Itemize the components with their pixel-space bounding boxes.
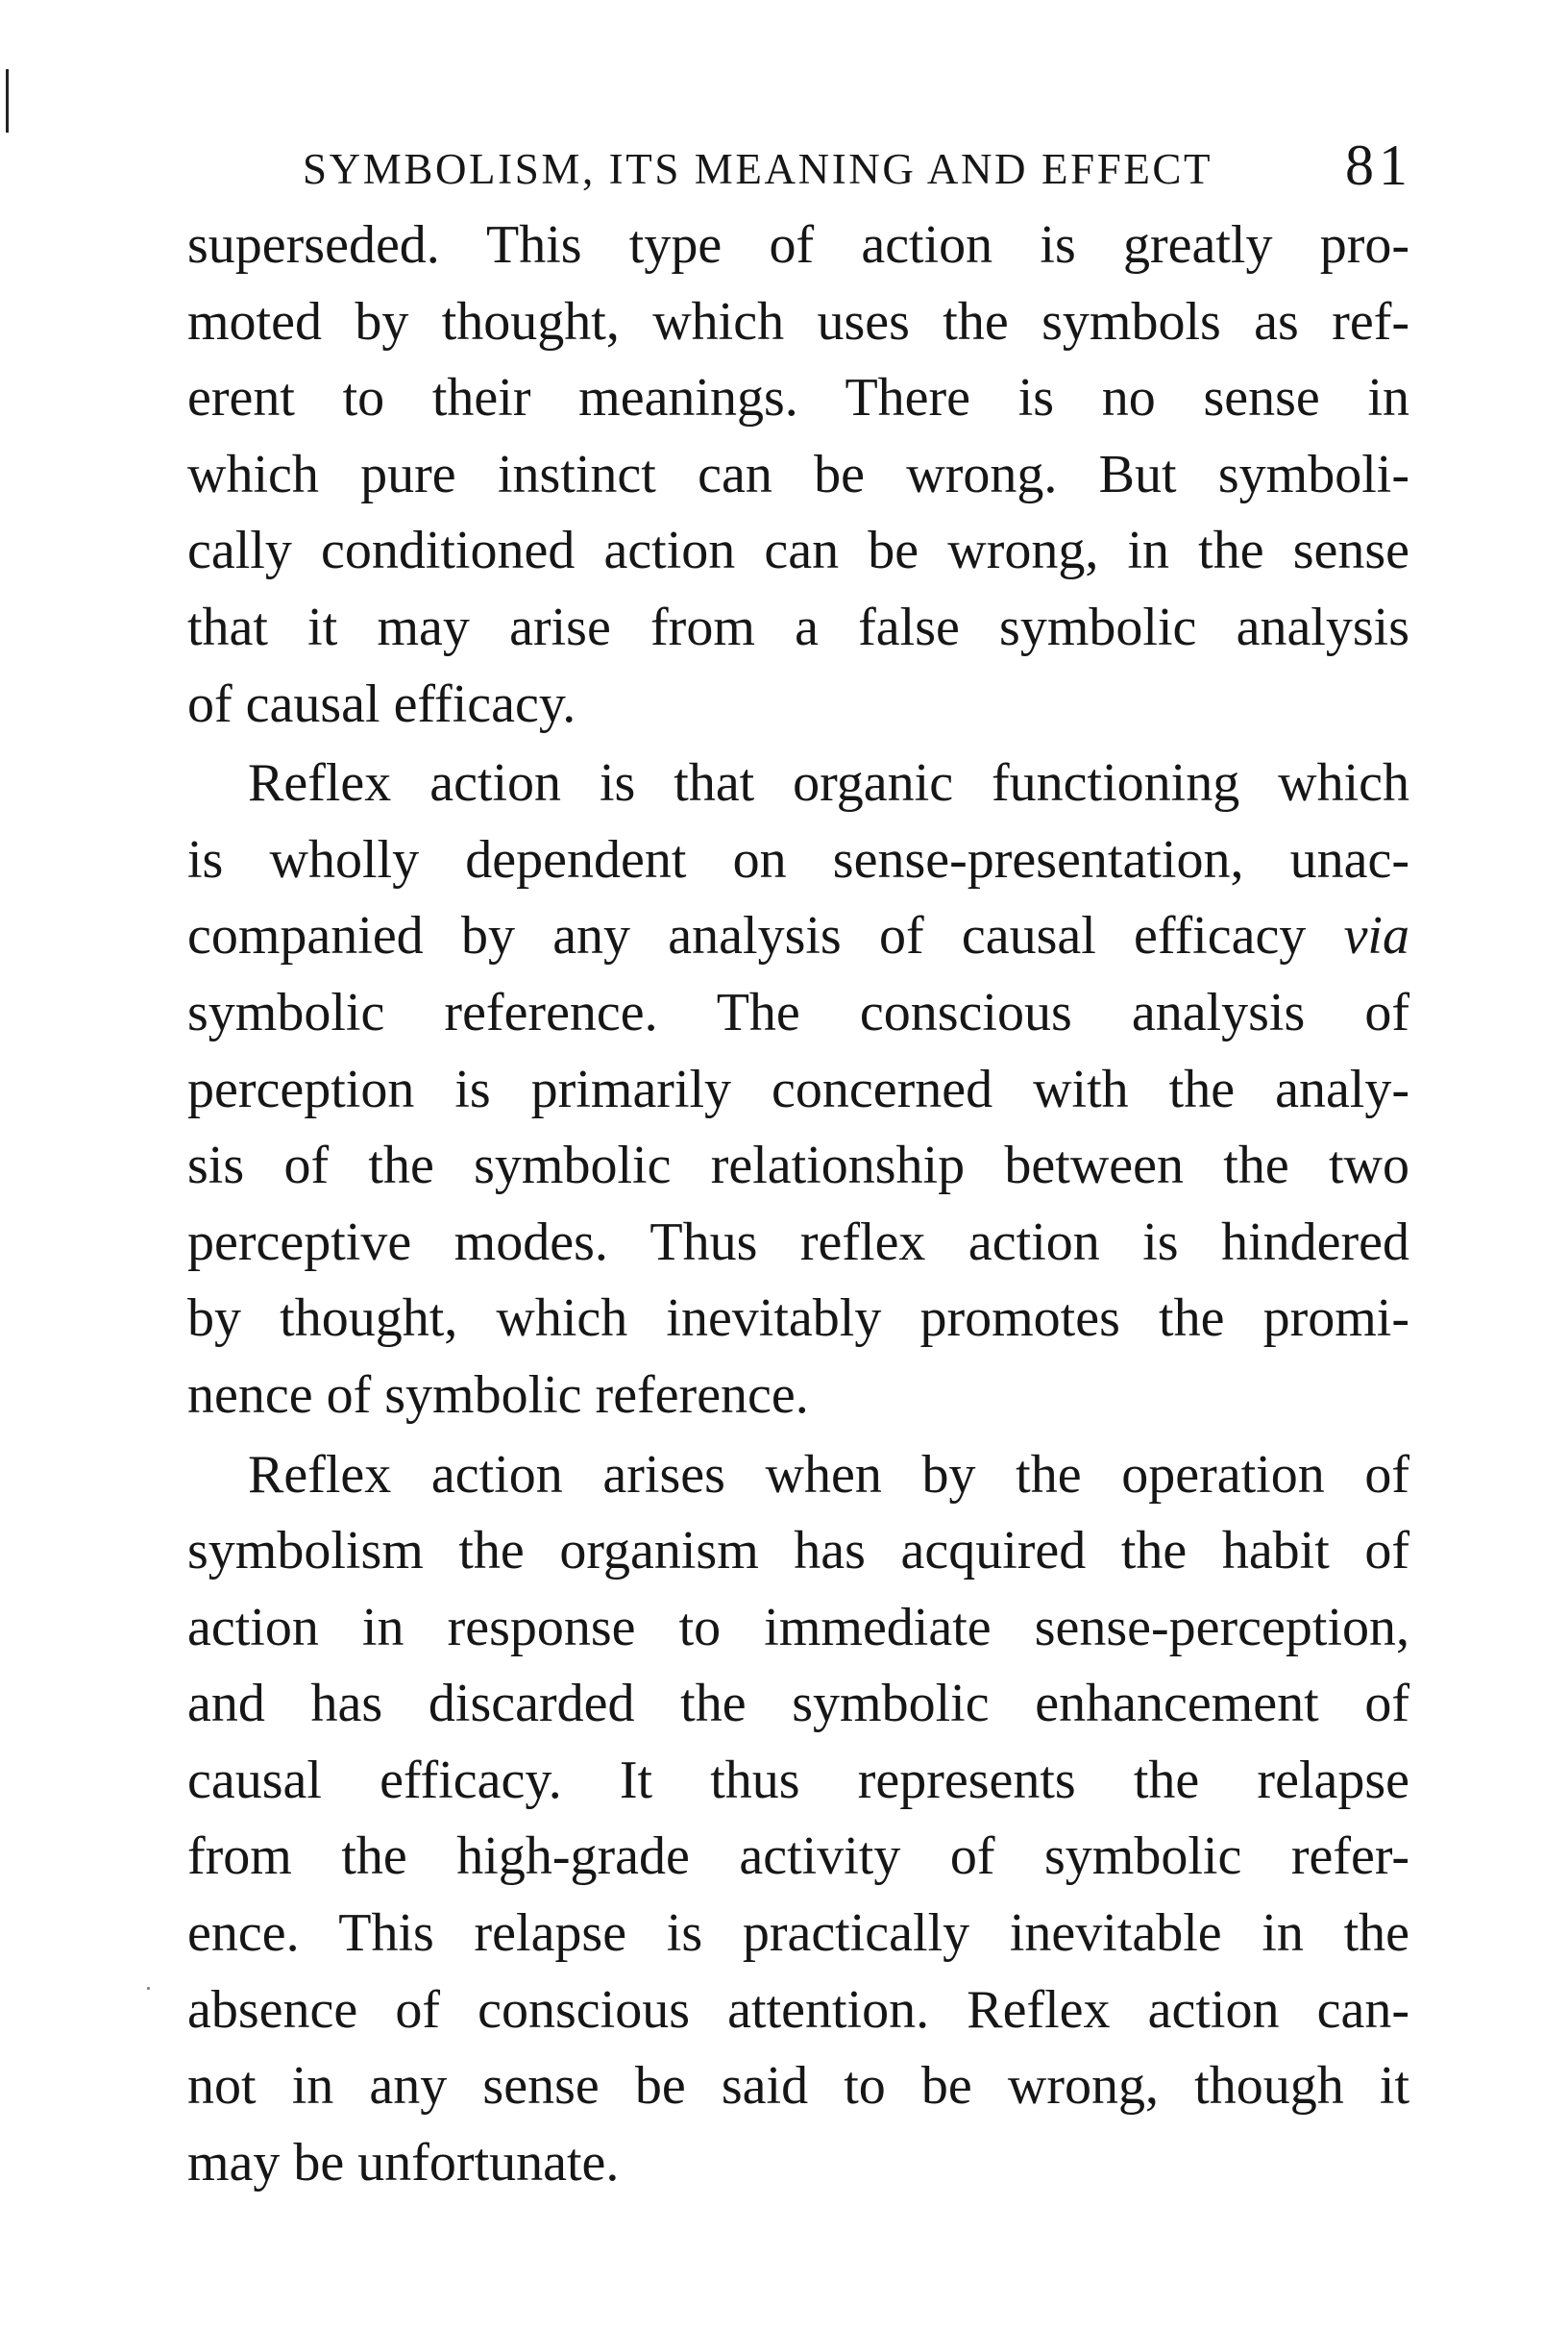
text-line: superseded. This type of action is greatly pro-: [187, 215, 1409, 275]
text-line: nence of symbolic reference.: [187, 1364, 809, 1425]
text-line: ence. This relapse is practically inevitable in the: [187, 1903, 1409, 1964]
text-line: perceptive modes. Thus reflex action is hindered: [187, 1212, 1409, 1272]
text-line: that it may arise from a false symbolic analysis: [187, 597, 1409, 657]
text-line: action in response to immediate sense-perception,: [187, 1597, 1409, 1657]
paragraph-3: [187, 1437, 1409, 2202]
scan-edge-mark: [6, 69, 9, 133]
text-line: symbolic reference. The conscious analysis of: [187, 982, 1409, 1042]
italic-word: via: [1343, 906, 1409, 967]
running-title: SYMBOLISM, ITS MEANING AND EFFECT: [303, 145, 1213, 193]
text-line: moted by thought, which uses the symbols as ref-: [187, 291, 1409, 352]
text-line: from the high-grade activity of symbolic refer-: [187, 1826, 1409, 1887]
text-line: sis of the symbolic relationship between the two: [187, 1136, 1409, 1196]
text-line: absence of conscious attention. Reflex action can-: [187, 1979, 1409, 2040]
text-line: not in any sense be said to be wrong, though it: [187, 2056, 1409, 2117]
body-text: [187, 208, 1409, 2201]
text-segment: companied by any analysis of causal efficacy: [187, 906, 1344, 967]
text-line: erent to their meanings. There is no sense in: [187, 368, 1409, 429]
text-line: symbolism the organism has acquired the habit of: [187, 1521, 1409, 1581]
text-line: [187, 898, 1409, 975]
text-line: may be unfortunate.: [187, 2132, 620, 2193]
text-line: is wholly dependent on sense-presentation, unac-: [187, 829, 1409, 890]
text-line: and has discarded the symbolic enhancement of: [187, 1674, 1409, 1734]
running-header: [303, 133, 1412, 200]
text-line: by thought, which inevitably promotes the promi-: [187, 1288, 1409, 1349]
scan-speck: [147, 1987, 150, 1990]
paragraph-1: [187, 208, 1409, 743]
text-line: perception is primarily concerned with the analy-: [187, 1059, 1409, 1119]
page-number: 81: [1345, 134, 1412, 197]
text-line: Reflex action arises when by the operation of: [248, 1444, 1409, 1505]
text-line: cally conditioned action can be wrong, in the sense: [187, 521, 1409, 581]
text-line: causal efficacy. It thus represents the relapse: [187, 1750, 1409, 1810]
text-line: Reflex action is that organic functioning which: [248, 753, 1409, 814]
paragraph-2: [187, 746, 1409, 1433]
text-line: of causal efficacy.: [187, 674, 576, 734]
text-line: which pure instinct can be wrong. But symboli-: [187, 444, 1409, 504]
